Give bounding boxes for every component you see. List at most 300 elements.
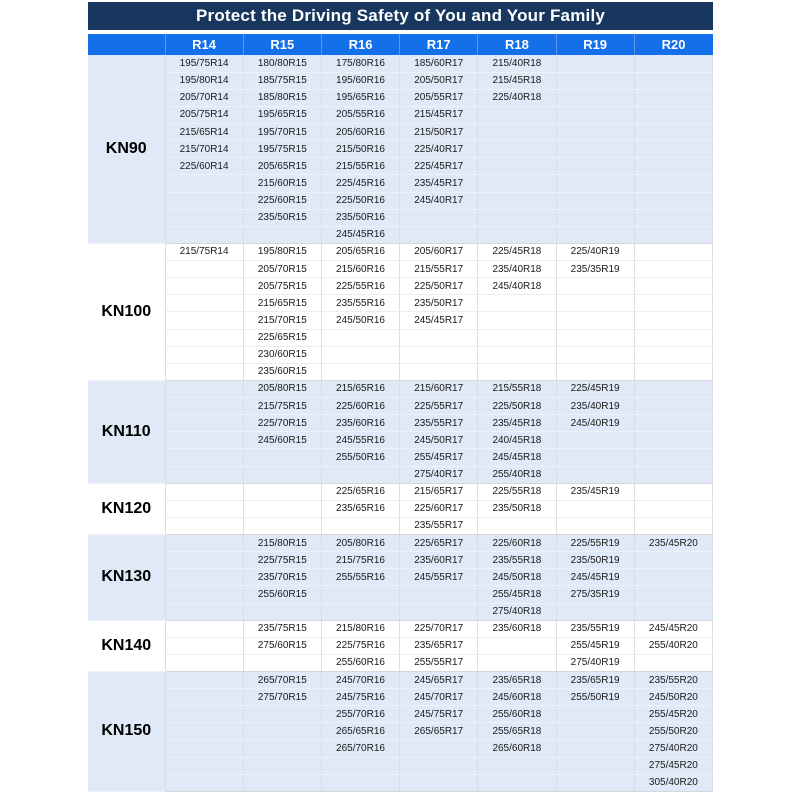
size-cell [243, 723, 321, 740]
size-cell: 235/45R19 [556, 483, 634, 500]
size-cell: 195/75R15 [243, 141, 321, 158]
table-row [88, 432, 713, 449]
size-cell: 245/50R18 [478, 569, 556, 586]
size-cell: 235/60R18 [478, 620, 556, 637]
size-cell [400, 740, 478, 757]
size-cell: 230/60R15 [243, 346, 321, 363]
size-cell: 255/70R16 [321, 706, 399, 723]
model-label-kn140: KN140 [88, 620, 165, 671]
size-cell [634, 432, 712, 449]
size-cell [634, 55, 712, 72]
size-cell: 225/65R15 [243, 329, 321, 346]
size-cell: 225/60R16 [321, 398, 399, 415]
table-row [88, 757, 713, 774]
size-cell: 265/60R18 [478, 740, 556, 757]
size-cell: 205/65R15 [243, 158, 321, 175]
size-cell: 245/50R20 [634, 689, 712, 706]
size-cell: 245/40R17 [400, 192, 478, 209]
size-cell [556, 500, 634, 517]
size-cell: 225/45R19 [556, 380, 634, 397]
size-cell: 225/60R15 [243, 192, 321, 209]
table-row [88, 603, 713, 620]
size-cell: 275/40R17 [400, 466, 478, 483]
table-row [88, 569, 713, 586]
size-cell [321, 346, 399, 363]
size-cell: 245/60R15 [243, 432, 321, 449]
size-cell: 195/65R16 [321, 89, 399, 106]
size-cell [165, 226, 243, 243]
size-cell [165, 295, 243, 312]
size-cell [165, 483, 243, 500]
size-cell: 235/60R16 [321, 415, 399, 432]
size-cell: 275/40R20 [634, 740, 712, 757]
column-header-r20: R20 [634, 34, 712, 55]
size-cell [321, 774, 399, 791]
table-row [88, 55, 713, 72]
size-cell: 205/60R16 [321, 124, 399, 141]
size-cell [556, 603, 634, 620]
size-cell [478, 329, 556, 346]
model-label-kn150: KN150 [88, 672, 165, 792]
size-cell: 245/75R16 [321, 689, 399, 706]
size-cell: 215/60R15 [243, 175, 321, 192]
size-cell: 235/50R18 [478, 500, 556, 517]
size-cell [556, 158, 634, 175]
size-cell: 275/40R18 [478, 603, 556, 620]
size-cell: 275/35R19 [556, 586, 634, 603]
size-cell: 215/80R15 [243, 535, 321, 552]
size-cell [243, 603, 321, 620]
size-cell: 275/40R19 [556, 654, 634, 671]
table-row [88, 586, 713, 603]
size-cell: 215/50R16 [321, 141, 399, 158]
size-cell: 175/80R16 [321, 55, 399, 72]
size-cell [165, 175, 243, 192]
size-cell [478, 312, 556, 329]
size-cell [165, 535, 243, 552]
size-cell [165, 346, 243, 363]
size-cell [634, 552, 712, 569]
size-cell: 215/55R17 [400, 261, 478, 278]
size-cell: 235/55R20 [634, 672, 712, 689]
size-cell [556, 329, 634, 346]
size-cell [556, 89, 634, 106]
size-cell: 225/65R17 [400, 535, 478, 552]
size-cell [165, 586, 243, 603]
corner-cell [88, 34, 165, 55]
size-cell [165, 209, 243, 226]
size-cell: 225/55R17 [400, 398, 478, 415]
table-row [88, 740, 713, 757]
size-cell [556, 124, 634, 141]
size-cell [400, 757, 478, 774]
size-cell: 195/65R15 [243, 106, 321, 123]
size-cell: 245/75R17 [400, 706, 478, 723]
table-body [88, 55, 713, 791]
size-cell [243, 449, 321, 466]
column-header-r17: R17 [400, 34, 478, 55]
size-cell: 205/70R15 [243, 261, 321, 278]
size-cell: 225/40R18 [478, 89, 556, 106]
size-cell [634, 483, 712, 500]
size-cell [634, 466, 712, 483]
size-cell [556, 363, 634, 380]
table-row [88, 72, 713, 89]
size-cell [556, 192, 634, 209]
size-cell: 255/60R18 [478, 706, 556, 723]
size-cell: 215/65R15 [243, 295, 321, 312]
table-row [88, 723, 713, 740]
column-header-r19: R19 [556, 34, 634, 55]
chart-title: Protect the Driving Safety of You and Your Family [88, 2, 713, 30]
size-cell: 205/75R14 [165, 106, 243, 123]
size-cell [400, 363, 478, 380]
size-cell [634, 141, 712, 158]
table-row [88, 141, 713, 158]
table-row [88, 535, 713, 552]
size-cell: 275/60R15 [243, 637, 321, 654]
size-cell: 235/45R18 [478, 415, 556, 432]
size-cell [556, 346, 634, 363]
size-cell [556, 141, 634, 158]
size-cell [634, 346, 712, 363]
size-cell [634, 500, 712, 517]
size-cell [634, 72, 712, 89]
size-cell [634, 106, 712, 123]
size-cell: 235/75R15 [243, 620, 321, 637]
size-cell: 275/45R20 [634, 757, 712, 774]
size-cell [634, 124, 712, 141]
size-cell [478, 363, 556, 380]
size-cell: 225/65R16 [321, 483, 399, 500]
size-cell: 225/50R18 [478, 398, 556, 415]
size-cell: 225/70R17 [400, 620, 478, 637]
size-cell: 255/50R20 [634, 723, 712, 740]
size-cell [165, 672, 243, 689]
size-cell [634, 603, 712, 620]
size-cell [556, 774, 634, 791]
size-cell [165, 654, 243, 671]
size-cell: 245/45R16 [321, 226, 399, 243]
size-cell [634, 192, 712, 209]
size-cell [321, 603, 399, 620]
size-cell [478, 106, 556, 123]
table-row [88, 329, 713, 346]
size-cell [556, 706, 634, 723]
size-cell [243, 740, 321, 757]
size-cell: 215/80R16 [321, 620, 399, 637]
size-cell [634, 312, 712, 329]
size-cell: 235/65R18 [478, 672, 556, 689]
size-cell [243, 654, 321, 671]
size-cell [165, 363, 243, 380]
size-cell: 255/60R15 [243, 586, 321, 603]
table-row [88, 380, 713, 397]
size-cell: 265/65R16 [321, 723, 399, 740]
size-cell [165, 569, 243, 586]
size-cell: 205/65R16 [321, 243, 399, 260]
size-cell: 205/55R17 [400, 89, 478, 106]
size-cell [478, 295, 556, 312]
size-cell [556, 312, 634, 329]
size-cell: 185/75R15 [243, 72, 321, 89]
size-cell: 225/55R18 [478, 483, 556, 500]
size-cell [478, 654, 556, 671]
size-cell [478, 637, 556, 654]
size-cell: 225/45R16 [321, 175, 399, 192]
table-row [88, 637, 713, 654]
size-cell: 255/40R18 [478, 466, 556, 483]
size-cell [478, 124, 556, 141]
size-cell [634, 398, 712, 415]
size-cell: 215/70R15 [243, 312, 321, 329]
size-cell: 265/70R16 [321, 740, 399, 757]
size-cell [165, 723, 243, 740]
size-cell: 235/60R17 [400, 552, 478, 569]
size-cell: 215/60R17 [400, 380, 478, 397]
size-cell: 205/70R14 [165, 89, 243, 106]
size-cell: 235/35R19 [556, 261, 634, 278]
size-cell: 245/40R18 [478, 278, 556, 295]
size-cell: 215/45R18 [478, 72, 556, 89]
table-row [88, 449, 713, 466]
size-cell [556, 226, 634, 243]
size-cell [556, 740, 634, 757]
size-cell: 235/70R15 [243, 569, 321, 586]
size-cell: 235/65R16 [321, 500, 399, 517]
size-cell: 195/75R14 [165, 55, 243, 72]
size-cell: 305/40R20 [634, 774, 712, 791]
size-cell: 235/55R17 [400, 517, 478, 534]
size-cell [634, 363, 712, 380]
size-cell: 235/55R17 [400, 415, 478, 432]
size-cell: 195/80R14 [165, 72, 243, 89]
size-cell: 225/50R16 [321, 192, 399, 209]
size-cell: 245/60R18 [478, 689, 556, 706]
size-cell [165, 278, 243, 295]
model-label-kn130: KN130 [88, 535, 165, 621]
size-cell: 255/45R19 [556, 637, 634, 654]
size-cell: 205/80R16 [321, 535, 399, 552]
size-cell [478, 175, 556, 192]
table-row [88, 620, 713, 637]
size-cell [165, 192, 243, 209]
size-cell: 255/60R16 [321, 654, 399, 671]
size-cell: 255/45R20 [634, 706, 712, 723]
size-cell: 215/45R17 [400, 106, 478, 123]
size-cell [634, 654, 712, 671]
size-cell [165, 517, 243, 534]
tire-size-table [88, 34, 713, 792]
model-label-kn100: KN100 [88, 243, 165, 380]
size-cell [400, 346, 478, 363]
table-row [88, 672, 713, 689]
size-cell [165, 261, 243, 278]
size-cell [400, 603, 478, 620]
size-cell [400, 774, 478, 791]
size-cell: 255/45R17 [400, 449, 478, 466]
size-cell: 215/55R16 [321, 158, 399, 175]
table-row [88, 398, 713, 415]
size-cell: 235/45R20 [634, 535, 712, 552]
size-cell: 185/60R17 [400, 55, 478, 72]
table-row [88, 363, 713, 380]
size-cell: 225/40R17 [400, 141, 478, 158]
size-cell: 225/55R19 [556, 535, 634, 552]
size-cell: 225/50R17 [400, 278, 478, 295]
table-row [88, 261, 713, 278]
size-cell [165, 466, 243, 483]
size-cell [634, 278, 712, 295]
column-header-r15: R15 [243, 34, 321, 55]
size-cell [400, 586, 478, 603]
size-cell: 265/65R17 [400, 723, 478, 740]
size-cell [634, 415, 712, 432]
size-cell: 185/80R15 [243, 89, 321, 106]
size-cell: 225/60R18 [478, 535, 556, 552]
size-cell [165, 740, 243, 757]
size-cell: 195/60R16 [321, 72, 399, 89]
size-cell [165, 449, 243, 466]
size-cell: 235/40R19 [556, 398, 634, 415]
size-cell: 195/70R15 [243, 124, 321, 141]
table-row [88, 706, 713, 723]
size-cell: 215/75R15 [243, 398, 321, 415]
size-cell: 255/65R18 [478, 723, 556, 740]
size-cell: 245/55R16 [321, 432, 399, 449]
size-cell [556, 449, 634, 466]
size-cell: 255/40R20 [634, 637, 712, 654]
size-cell [556, 432, 634, 449]
size-cell [478, 346, 556, 363]
size-cell [634, 209, 712, 226]
size-cell: 215/60R16 [321, 261, 399, 278]
size-cell [556, 295, 634, 312]
size-cell: 225/45R17 [400, 158, 478, 175]
size-cell: 225/75R16 [321, 637, 399, 654]
table-row [88, 654, 713, 671]
size-cell: 235/50R17 [400, 295, 478, 312]
size-cell [165, 774, 243, 791]
size-cell: 205/75R15 [243, 278, 321, 295]
size-cell: 255/50R16 [321, 449, 399, 466]
table-row [88, 226, 713, 243]
size-cell: 245/70R17 [400, 689, 478, 706]
table-row [88, 175, 713, 192]
size-cell: 215/65R16 [321, 380, 399, 397]
table-row [88, 295, 713, 312]
table-row [88, 500, 713, 517]
size-cell: 180/80R15 [243, 55, 321, 72]
column-header-r16: R16 [321, 34, 399, 55]
size-cell: 205/50R17 [400, 72, 478, 89]
size-cell [478, 757, 556, 774]
size-cell [165, 620, 243, 637]
table-row [88, 192, 713, 209]
size-cell: 235/55R18 [478, 552, 556, 569]
size-cell [634, 89, 712, 106]
tire-compatibility-chart [88, 2, 713, 792]
size-cell [165, 689, 243, 706]
size-cell: 235/40R18 [478, 261, 556, 278]
size-cell: 240/45R18 [478, 432, 556, 449]
size-cell: 245/70R16 [321, 672, 399, 689]
size-cell [478, 226, 556, 243]
size-cell [634, 329, 712, 346]
size-cell [243, 500, 321, 517]
table-row [88, 89, 713, 106]
size-cell [634, 295, 712, 312]
header-row [88, 34, 713, 55]
size-cell: 215/75R16 [321, 552, 399, 569]
size-cell [556, 757, 634, 774]
table-row [88, 209, 713, 226]
size-cell [634, 517, 712, 534]
size-cell [634, 158, 712, 175]
table-row [88, 483, 713, 500]
size-cell: 245/45R18 [478, 449, 556, 466]
table-header [88, 34, 713, 55]
size-cell [400, 329, 478, 346]
model-label-kn120: KN120 [88, 483, 165, 534]
size-cell [556, 55, 634, 72]
size-cell: 225/45R18 [478, 243, 556, 260]
size-cell: 235/50R19 [556, 552, 634, 569]
size-cell [243, 466, 321, 483]
size-cell [400, 209, 478, 226]
size-cell [321, 586, 399, 603]
size-cell [556, 466, 634, 483]
size-cell [634, 569, 712, 586]
size-cell [165, 757, 243, 774]
size-cell: 235/45R17 [400, 175, 478, 192]
size-cell: 245/45R19 [556, 569, 634, 586]
size-cell [165, 329, 243, 346]
table-row [88, 774, 713, 791]
size-cell: 195/80R15 [243, 243, 321, 260]
size-cell [556, 106, 634, 123]
size-cell [165, 312, 243, 329]
size-cell: 245/65R17 [400, 672, 478, 689]
table-row [88, 158, 713, 175]
size-cell [165, 432, 243, 449]
size-cell: 225/60R17 [400, 500, 478, 517]
size-cell [478, 192, 556, 209]
size-cell: 205/80R15 [243, 380, 321, 397]
size-cell: 245/55R17 [400, 569, 478, 586]
model-label-kn110: KN110 [88, 380, 165, 483]
table-row [88, 106, 713, 123]
size-cell [634, 243, 712, 260]
size-cell [556, 517, 634, 534]
size-cell: 245/45R17 [400, 312, 478, 329]
size-cell: 245/50R16 [321, 312, 399, 329]
size-cell: 205/55R16 [321, 106, 399, 123]
size-cell: 235/55R19 [556, 620, 634, 637]
size-cell: 215/65R14 [165, 124, 243, 141]
table-row [88, 312, 713, 329]
size-cell: 245/40R19 [556, 415, 634, 432]
table-row [88, 466, 713, 483]
size-cell [321, 466, 399, 483]
column-header-r14: R14 [165, 34, 243, 55]
size-cell: 235/60R15 [243, 363, 321, 380]
size-cell [634, 449, 712, 466]
size-cell [321, 329, 399, 346]
size-cell: 255/50R19 [556, 689, 634, 706]
size-cell [165, 500, 243, 517]
size-cell [400, 226, 478, 243]
